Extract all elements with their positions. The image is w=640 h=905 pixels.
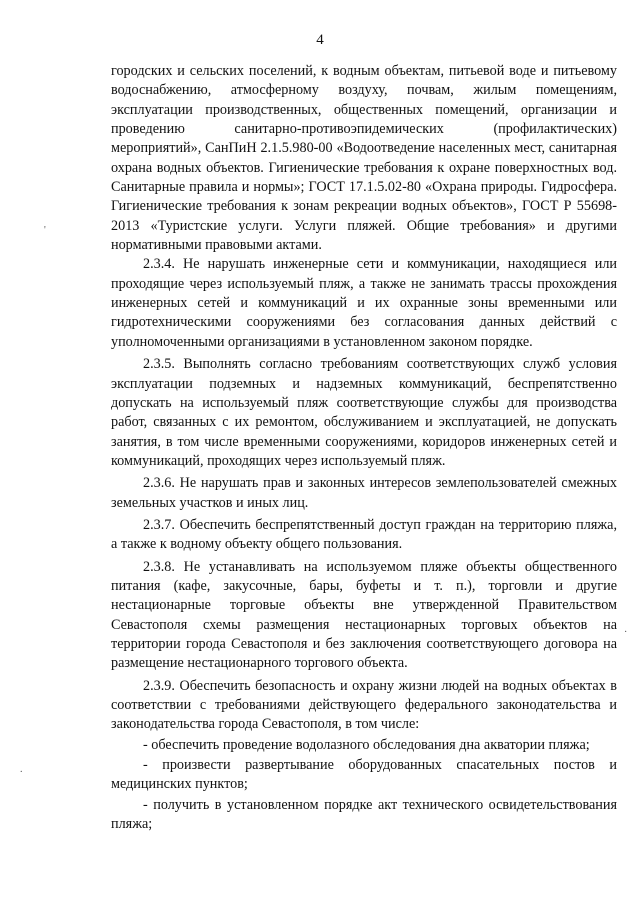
paragraph-2-3-5: 2.3.5. Выполнять согласно требованиям соответствующих служб условия эксплуатации подземных и надземных коммуникаций, беспрепятственно допускать на используемый пляж соответствующие службы для производства работ, связанных с их ремонтом, обслуживанием и эксплуатацией, не допускать занятия, в том числе временными сооружениями, коридоров инженерных сетей и коммуникаций, проходящих через используемый пляж. (111, 356, 617, 469)
margin-tick: ' (44, 225, 46, 236)
list-item-rescue-posts: - произвести развертывание оборудованных спасательных постов и медицинских пунктов; (111, 757, 617, 793)
paragraph-2-3-7: 2.3.7. Обеспечить беспрепятственный доступ граждан на территорию пляжа, а также к водному объекту общего пользования. (111, 516, 617, 553)
paragraph-2-3-9: 2.3.9. Обеспечить безопасность и охрану жизни людей на водных объектах в соответствии с требованиями действующего федерального законодательства и законодательства города Севастополя, в том числе: (111, 677, 617, 733)
margin-tick: . (20, 764, 23, 775)
list-item-diving-inspection: - обеспечить проведение водолазного обследования дна акватории пляжа; (143, 736, 590, 753)
paragraph-2-3-6: 2.3.6. Не нарушать прав и законных интересов землепользователей смежных земельных участков и иных лиц. (111, 475, 617, 511)
paragraph-2-3-4: 2.3.4. Не нарушать инженерные сети и коммуникации, находящиеся или проходящие через используемый пляж, а также не занимать трассы прохождения инженерных сетей и коммуникаций и их охранные зоны временными или гидротехническими сооружениями без согласования данных действий с уполномоченными организациями в установленном законом порядке. (111, 256, 617, 350)
paragraph-2-3-8: 2.3.8. Не устанавливать на используемом пляже объекты общественного питания (кафе, закусочные, бары, буфеты и т. п.), торговли и другие нестационарные торговые объекты вне утвержденной Правительством Севастополя схемы размещения нестационарных торговых объектов на территории города Севастополя и без заключения соответствующего договора на размещение нестационарного торгового объекта. (111, 558, 617, 672)
page-number: 4 (316, 32, 324, 48)
document-body (111, 62, 617, 834)
list-item-beach-certification: - получить в установленном порядке акт технического освидетельствования пляжа; (111, 796, 617, 833)
margin-tick: · (624, 627, 628, 638)
paragraph-continuation: городских и сельских поселений, к водным объектам, питьевой воде и питьевому водоснабжению, атмосферному воздуху, почвам, жилым помещениям, эксплуатации производственных, общественных помещений, организации и проведению санитарно-противоэпидемических (профилактических) мероприятий», СанПиН 2.1.5.980-00 «Водоотведение населенных мест, санитарная охрана водных объектов. Гигиенические требования к охране поверхностных вод. Санитарные правила и нормы»; ГОСТ 17.1.5.02-80 «Охрана природы. Гидросфера. Гигиенические требования к зонам рекреации водных объектов», ГОСТ Р 55698-2013 «Туристские услуги. Услуги пляжей. Общие требования» и другими нормативными правовыми актами. (111, 63, 617, 254)
